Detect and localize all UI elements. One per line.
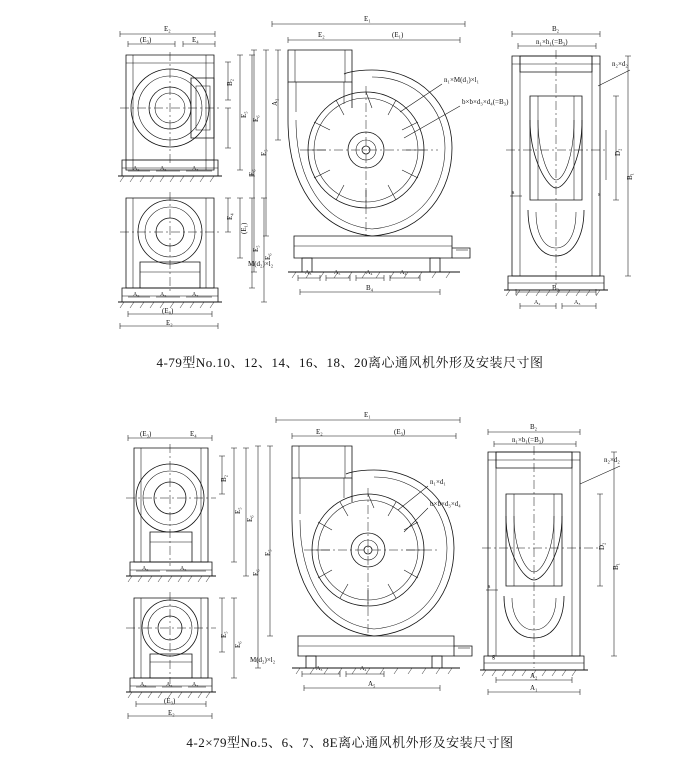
svg-text:E₄: E₄ [192,36,199,44]
svg-text:B₄: B₄ [366,284,374,292]
svg-text:(E₃): (E₃) [164,697,176,705]
svg-text:(E₃): (E₃) [394,428,406,436]
figure-1-drawing [0,0,700,380]
svg-text:E₄: E₄ [190,430,197,438]
svg-text:E₆: E₆ [264,253,272,260]
svg-text:E₅: E₅ [240,111,248,118]
svg-text:n₁×b₁(=B₃): n₁×b₁(=B₃) [512,436,544,444]
svg-text:n₂×d₂: n₂×d₂ [604,456,620,464]
center-view-2 [250,411,472,691]
left-top-view [118,25,260,182]
svg-text:g: g [492,654,495,660]
svg-text:A₁: A₁ [530,684,538,692]
svg-text:E₆: E₆ [248,169,256,176]
figure-1 [0,0,700,380]
svg-text:A₄: A₄ [366,270,373,276]
svg-text:A₆: A₆ [142,566,149,572]
svg-text:E₄: E₄ [226,213,234,220]
svg-text:B₂: B₂ [220,474,228,482]
svg-text:E₆: E₆ [252,569,260,576]
svg-text:B₁: B₁ [626,172,634,180]
svg-text:E₆: E₆ [234,641,242,648]
svg-text:A₇: A₇ [192,682,199,688]
svg-text:E₅: E₅ [260,149,268,156]
svg-text:A₂: A₂ [530,672,538,680]
svg-text:A₃: A₃ [305,270,312,276]
svg-text:A₃: A₃ [574,300,581,306]
figure-1-caption: 4-79型No.10、12、14、16、18、20离心通风机外形及安装尺寸图 [156,355,544,370]
svg-text:E₅: E₅ [234,507,242,514]
svg-text:n₂×d₂: n₂×d₂ [612,60,628,68]
svg-text:A₄: A₄ [400,270,407,276]
svg-text:n₁×d₁: n₁×d₁ [430,478,446,486]
svg-text:A₅: A₅ [368,680,376,688]
svg-text:A₅: A₅ [160,292,167,298]
svg-text:B₂: B₂ [530,423,538,431]
svg-text:M(d₂)×l₂: M(d₂)×l₂ [248,260,274,268]
svg-text:B₂: B₂ [552,25,560,33]
svg-text:A₆: A₆ [140,682,147,688]
svg-text:A₅: A₅ [166,682,173,688]
svg-text:A₇: A₇ [192,292,199,298]
svg-text:B₃: B₃ [552,284,560,292]
svg-text:A₅: A₅ [180,566,187,572]
svg-text:B₁: B₁ [612,562,620,570]
center-view [248,15,509,295]
svg-text:E₂: E₂ [166,319,173,327]
svg-text:A₇: A₇ [192,166,199,172]
svg-text:A₅: A₅ [334,270,341,276]
svg-text:A₆: A₆ [133,292,140,298]
svg-text:(E₁): (E₁) [392,31,404,39]
svg-text:D₂: D₂ [614,148,622,156]
svg-text:E₂: E₂ [168,709,175,717]
svg-text:E₅: E₅ [264,549,272,556]
svg-text:E₅: E₅ [252,245,260,252]
svg-text:(E₀): (E₀) [162,307,174,315]
svg-text:b×b×d₃×d₄(=B₃): b×b×d₃×d₄(=B₃) [462,98,509,106]
svg-text:E₂: E₂ [316,428,323,436]
svg-text:D₂: D₂ [598,542,606,550]
svg-text:n₁×M(d₁)×l₁: n₁×M(d₁)×l₁ [444,76,480,84]
left-bottom-view-2 [126,592,242,719]
svg-text:A₃: A₃ [316,666,323,672]
svg-text:s: s [598,192,601,198]
svg-text:A₅: A₅ [160,166,167,172]
svg-text:A₆: A₆ [133,166,140,172]
svg-text:B₂: B₂ [226,78,234,86]
right-plan-view [504,25,634,309]
figure-2-drawing [0,390,700,784]
svg-text:A₄: A₄ [360,666,367,672]
svg-text:E₆: E₆ [246,515,254,522]
svg-text:(E₃): (E₃) [140,430,152,438]
svg-text:(E₃): (E₃) [140,36,152,44]
svg-text:b×b×d₃×d₄: b×b×d₃×d₄ [430,500,461,508]
svg-text:s: s [488,584,491,590]
svg-text:(E₁): (E₁) [240,222,248,234]
svg-text:E₂: E₂ [318,31,325,39]
svg-text:E₁: E₁ [364,15,371,23]
svg-text:E₁: E₁ [364,411,371,419]
svg-text:s: s [512,190,515,196]
svg-text:E₅: E₅ [220,631,228,638]
left-top-view-2 [126,430,254,582]
figure-2-caption: 4-2×79型No.5、6、7、8E离心通风机外形及安装尺寸图 [186,735,514,750]
svg-text:n₁×h₁(=B₃): n₁×h₁(=B₃) [536,38,568,46]
svg-text:A₂: A₂ [534,300,541,306]
right-plan-view-2 [480,423,620,695]
svg-text:A₂: A₂ [271,98,279,106]
figure-2 [0,390,700,784]
svg-text:E₆: E₆ [252,115,260,122]
svg-text:E₂: E₂ [164,25,171,33]
svg-text:M(d₂)×l₂: M(d₂)×l₂ [250,656,276,664]
